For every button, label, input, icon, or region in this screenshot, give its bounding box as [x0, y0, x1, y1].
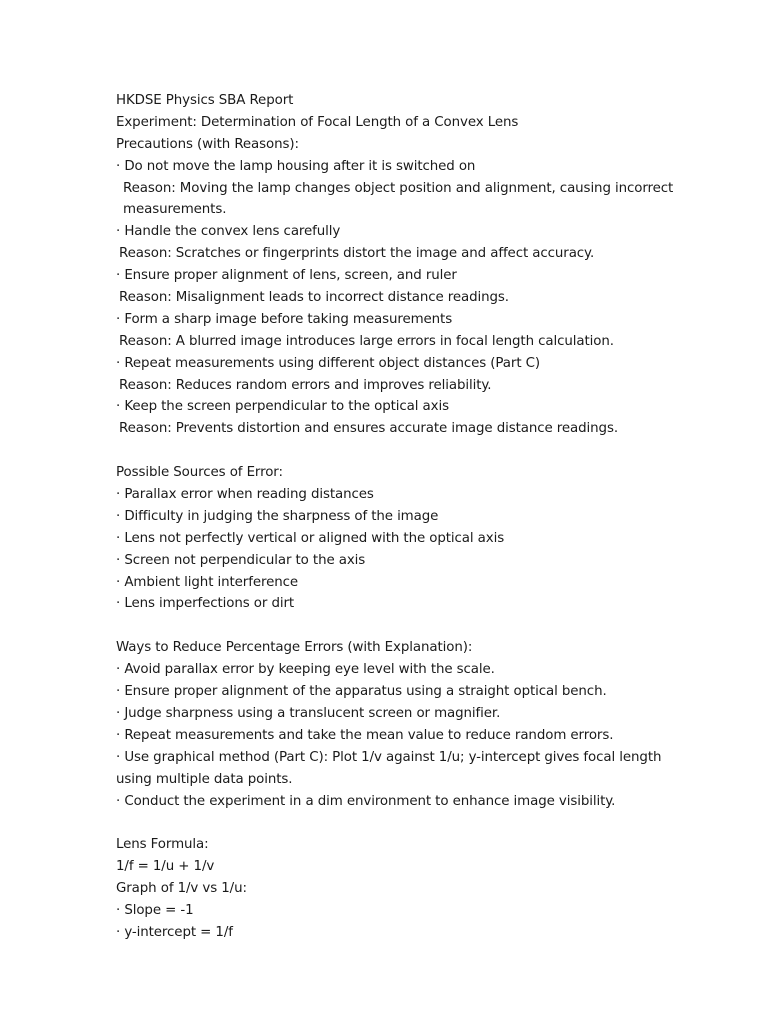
precaution-reason: Reason: Misalignment leads to incorrect distance readings. [119, 290, 509, 306]
reduce-item: · Ensure proper alignment of the apparatus using a straight optical bench. [116, 684, 607, 700]
reduce-item: · Repeat measurements and take the mean value to reduce random errors. [116, 727, 614, 743]
graph-heading: Graph of 1/v vs 1/u: [116, 881, 247, 897]
reduce-item: · Avoid parallax error by keeping eye level with the scale. [116, 662, 495, 678]
graph-slope: · Slope = -1 [116, 902, 194, 918]
report-title: HKDSE Physics SBA Report [116, 93, 294, 108]
precautions-heading: Precautions (with Reasons): [116, 136, 299, 152]
precaution-reason: Reason: Scratches or fingerprints distort the image and affect accuracy. [119, 246, 595, 262]
precaution-point: · Handle the convex lens carefully [116, 224, 341, 240]
precaution-reason: Reason: Moving the lamp changes object position and alignment, causing incorrect [123, 180, 674, 196]
reduce-errors-heading: Ways to Reduce Percentage Errors (with Explanation): [116, 640, 473, 656]
precaution-reason: Reason: Reduces random errors and improves reliability. [119, 377, 492, 393]
precaution-point: · Form a sharp image before taking measurements [116, 311, 453, 327]
precaution-point: · Do not move the lamp housing after it is switched on [116, 158, 476, 174]
error-item: · Lens imperfections or dirt [116, 596, 295, 612]
error-item: · Parallax error when reading distances [116, 487, 374, 503]
error-item: · Ambient light interference [116, 574, 298, 590]
blank-line [116, 440, 676, 462]
graph-intercept: · y-intercept = 1/f [116, 924, 233, 940]
reduce-item: · Conduct the experiment in a dim environment to enhance image visibility. [116, 793, 616, 809]
lens-formula-heading: Lens Formula: [116, 837, 209, 853]
error-item: · Screen not perpendicular to the axis [116, 552, 366, 568]
experiment-title: Experiment: Determination of Focal Length of a Convex Lens [116, 114, 519, 130]
error-item: · Difficulty in judging the sharpness of the image [116, 508, 439, 524]
document-body [116, 90, 676, 944]
precaution-point: · Repeat measurements using different object distances (Part C) [116, 355, 540, 371]
reduce-item-continued: using multiple data points. [116, 771, 293, 787]
reduce-item: · Use graphical method (Part C): Plot 1/v against 1/u; y-intercept gives focal length [116, 749, 662, 765]
error-item: · Lens not perfectly vertical or aligned with the optical axis [116, 530, 505, 546]
precaution-reason: Reason: A blurred image introduces large errors in focal length calculation. [119, 333, 614, 349]
precaution-point: · Ensure proper alignment of lens, screen, and ruler [116, 268, 457, 284]
reduce-item: · Judge sharpness using a translucent screen or magnifier. [116, 705, 501, 721]
precaution-point: · Keep the screen perpendicular to the optical axis [116, 399, 449, 415]
lens-formula-equation: 1/f = 1/u + 1/v [116, 859, 215, 875]
precaution-reason-continued: measurements. [123, 202, 227, 218]
errors-heading: Possible Sources of Error: [116, 465, 283, 481]
blank-line [116, 615, 676, 637]
precaution-reason: Reason: Prevents distortion and ensures accurate image distance readings. [119, 421, 618, 437]
blank-line [116, 812, 676, 834]
